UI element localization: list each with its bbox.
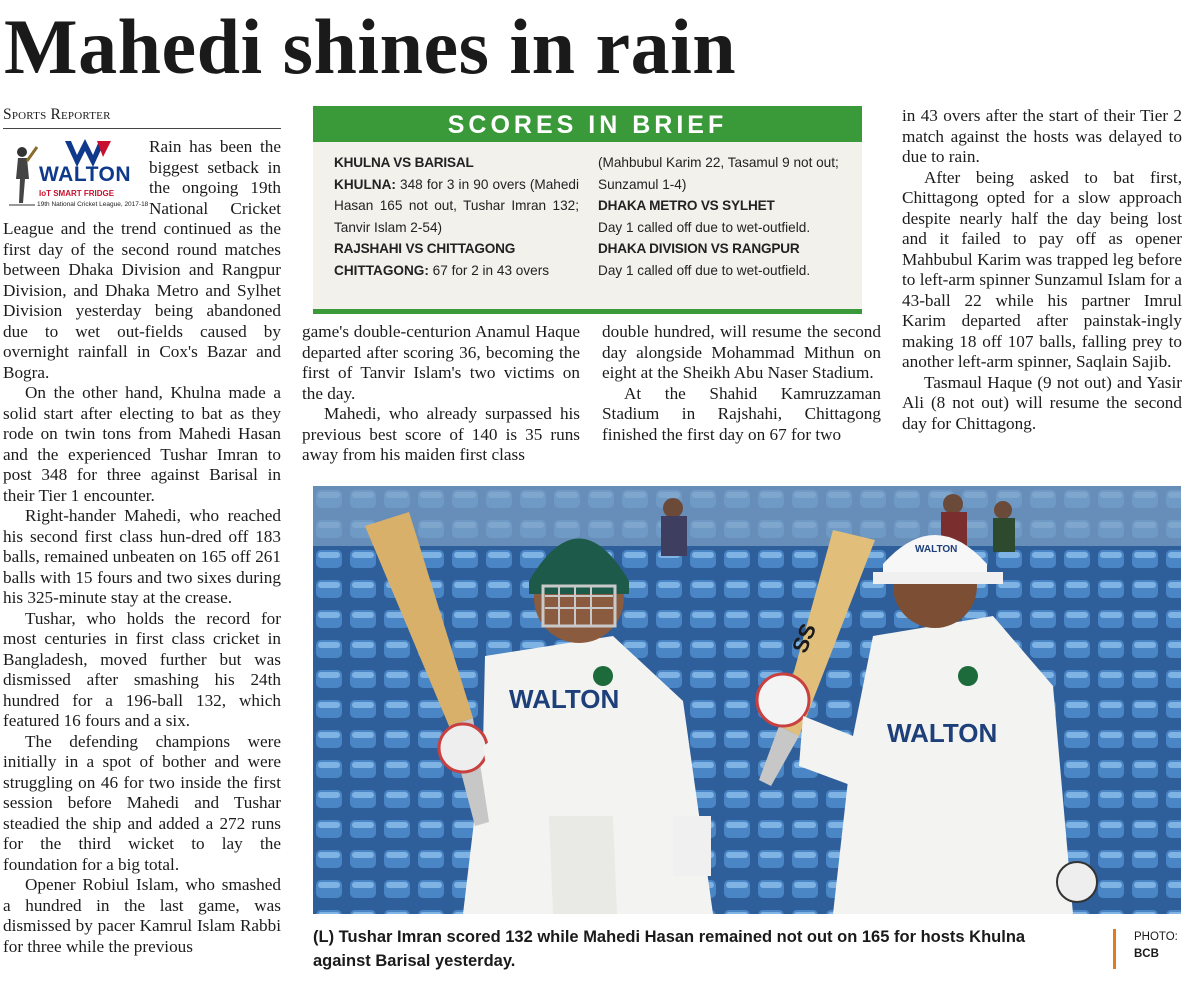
walton-ncl-logo (3, 137, 149, 217)
match-heading: RAJSHAHI VS CHITTAGONG (334, 241, 516, 256)
credit-source: BCB (1134, 948, 1159, 960)
paragraph: Mahedi, who already surpassed his previous best score of 140 is 35 runs away from his maiden first class (302, 404, 580, 464)
team-name: KHULNA: (334, 176, 396, 192)
score-detail: Day 1 called off due to wet-outfield. (598, 219, 811, 235)
logo-event: 19th National Cricket League, 2017-18 (37, 201, 149, 208)
logo-tagline: IoT SMART FRIDGE (39, 189, 115, 198)
article-column-2 (302, 322, 580, 466)
jersey-text-left: WALTON (509, 684, 620, 714)
article-column-1 (3, 106, 281, 957)
match-heading: KHULNA VS BARISAL (334, 155, 474, 170)
score-line (334, 260, 579, 282)
bat-label: SS (786, 619, 822, 657)
scores-left-column (334, 152, 579, 281)
paragraph: At the Shahid Kamruzzaman Stadium in Rajshahi, Chittagong finished the first day on 67 for two (602, 383, 881, 444)
paragraph: Tasmaul Haque (9 not out) and Yasir Ali (8 not out) will resume the second day for Chittagong. (902, 372, 1182, 433)
jersey-text-right: WALTON (887, 718, 998, 748)
scores-banner: SCORES IN BRIEF (313, 106, 862, 142)
paragraph: in 43 overs after the start of their Tier 2 match against the hosts was delayed to due to rain. (902, 106, 1182, 166)
match-photo (313, 486, 1181, 914)
photo-caption: (L) Tushar Imran scored 132 while Mahedi Hasan remained not out on 165 for hosts Khulna against Barisal yesterday. (313, 928, 1026, 970)
photo-credit (1113, 929, 1178, 969)
score-detail: Sunzamul 1-4) (598, 176, 687, 192)
headline: Mahedi shines in rain (4, 3, 737, 90)
score-detail: Day 1 called off due to wet-outfield. (598, 262, 811, 278)
match-heading: DHAKA DIVISION VS RANGPUR (598, 241, 800, 256)
logo-brand: WALTON (39, 163, 132, 186)
photo-illustration (313, 486, 1181, 914)
paragraph: After being asked to bat first, Chittagong opted for a slow approach despite nearly half the day being lost and it failed to pay off as opener Mahbubul Karim was trapped leg before to left-arm spinner Sunzamul Islam for a 43-ball 22 while his partner Imrul Karim departed after painstak-ingly making 18 off 107 balls, falling prey to another left-arm spinner, Saqlain Sajib. (902, 167, 1182, 371)
score-detail: (Mahbubul Karim 22, Tasamul 9 not out; (598, 155, 839, 170)
score-line (334, 174, 579, 239)
score-detail: 67 for 2 in 43 overs (428, 262, 550, 278)
paragraph: The defending champions were initially in a spot of bother and were struggling on 46 for two inside the first session before Mahedi and Tushar steadied the ship and added a 272 runs for the third wicket to lay the foundation for a big total. (3, 731, 281, 874)
paragraph: Opener Robiul Islam, who smashed a hundred in the last game, was dismissed by pacer Kamrul Islam Rabbi for three while the previous (3, 875, 281, 956)
score-detail: 348 for 3 in 90 overs (Mahedi Hasan 165 not out, Tushar Imran 132; Tanvir Islam 2-54) (334, 176, 579, 235)
paragraph: Tushar, who holds the record for most centuries in first class cricket in Bangladesh, moved further but was dismissed after smashing his 24th hundred for a 196-ball 132, which featured 16 fours and a six. (3, 608, 281, 730)
match-heading: DHAKA METRO VS SYLHET (598, 198, 775, 213)
team-name: CHITTAGONG: (334, 262, 429, 278)
batter-silhouette-icon (5, 143, 39, 209)
article-column-3 (602, 322, 881, 445)
paragraph: game's double-centurion Anamul Haque departed after scoring 36, becoming the first of Tanvir Islam's two victims on the day. (302, 322, 580, 403)
article-column-4 (902, 106, 1182, 434)
byline: Sports Reporter (3, 106, 281, 129)
paragraph: Rain has been the biggest setback in the ongoing 19th National Cricket League and the trend continued as the first day of the second round matches between Dhaka Division and Rangpur Division, and Dhaka Metro and Sylhet Division yesterday being abandoned due to wet out-fields caused by overnight rainfall in Cox's Bazar and Bogra. (3, 137, 281, 382)
scores-right-column (598, 152, 848, 281)
paragraph: double hundred, will resume the second day alongside Mohammad Mithun on eight at the Sheikh Abu Naser Stadium. (602, 322, 881, 382)
paragraph: Right-hander Mahedi, who reached his second first class hun-dred off 183 balls, remained unbeaten on 165 off 261 balls with 15 fours and two sixes during his 325-minute stay at the crease. (3, 506, 281, 607)
scores-in-brief-box (313, 106, 862, 314)
cap-logo: WALTON (915, 544, 958, 555)
credit-label: PHOTO: (1134, 931, 1178, 943)
paragraph: On the other hand, Khulna made a solid start after electing to bat as they rode on twin tons from Mahedi Hasan and the experienced Tushar Imran to post 348 for three against Barisal in their Tier 1 encounter. (3, 383, 281, 505)
